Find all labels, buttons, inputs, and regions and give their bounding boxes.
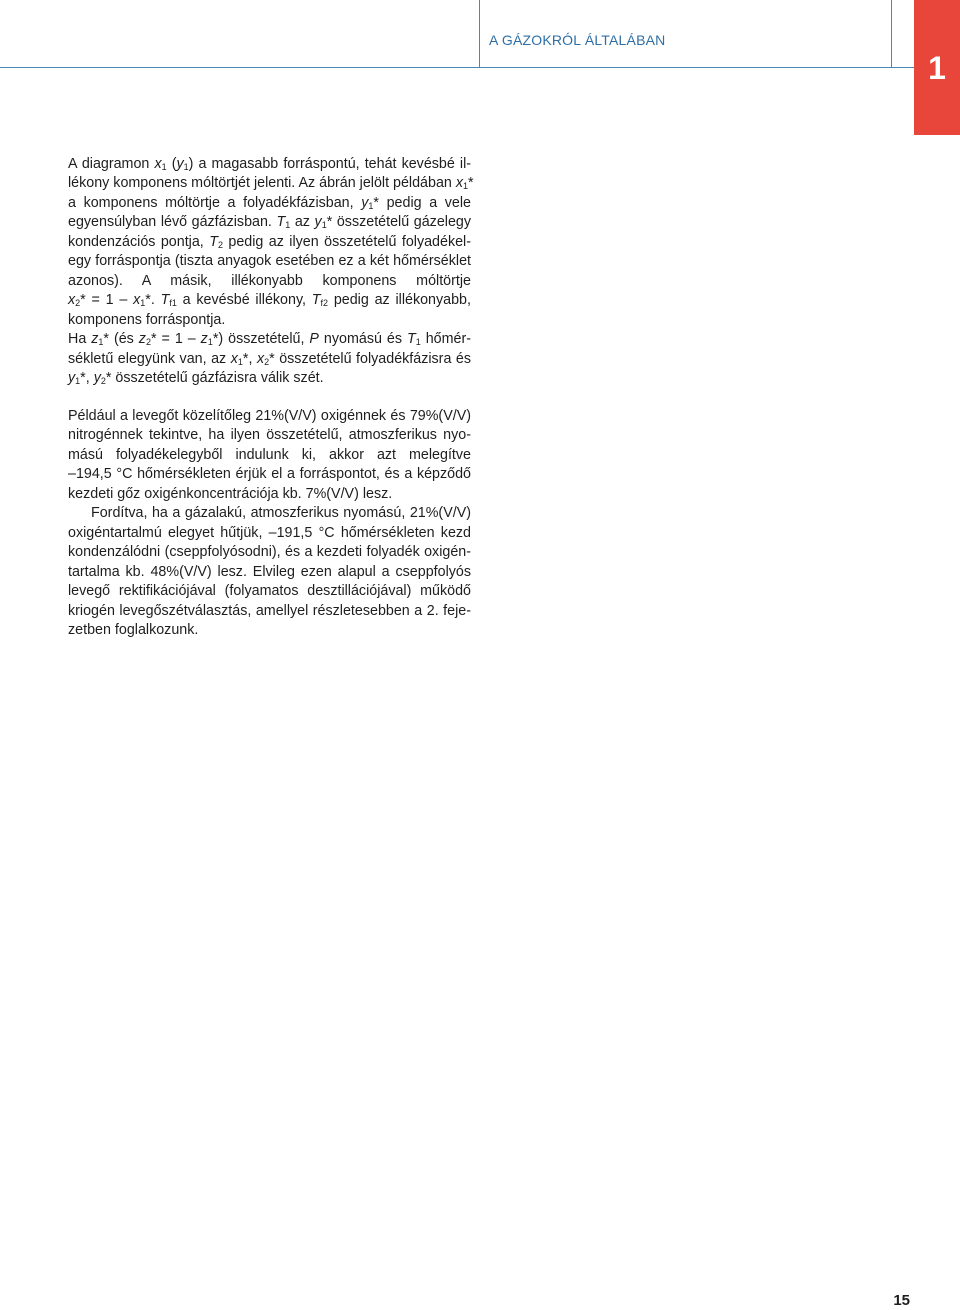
italic-symbol: x <box>230 350 238 367</box>
text-line <box>68 233 471 252</box>
italic-symbol: T <box>406 331 416 348</box>
text-run: kondenzációs pontja, <box>68 233 210 250</box>
paragraph <box>68 155 474 330</box>
text-run: * = 1 – <box>80 292 134 309</box>
text-run: * = 1 – <box>150 331 201 348</box>
text-block-air-example <box>68 407 471 640</box>
text-line <box>68 407 471 426</box>
subscript: 1 <box>285 220 291 231</box>
italic-symbol: T <box>311 292 321 309</box>
italic-symbol: y <box>68 369 76 386</box>
italic-symbol: T <box>160 292 170 309</box>
text-run: *. <box>145 292 161 309</box>
text-run: lékony komponens móltörtjét jelenti. Az ábrán jelölt példában <box>68 175 456 192</box>
text-run: Például a levegőt közelítőleg 21%(V/V) oxigénnek és 79%(V/V) <box>68 408 471 424</box>
text-run: *, <box>80 369 94 386</box>
text-line <box>68 602 471 621</box>
text-run: a komponens móltörtje a folyadékfázisban, <box>68 194 362 211</box>
text-run: hőmér- <box>420 331 471 348</box>
subscript: f2 <box>320 298 329 309</box>
text-run: egy forráspontja (tiszta anyagok esetében ez a két hőmérséklet <box>68 253 471 270</box>
italic-symbol: z <box>200 331 208 348</box>
header-divider-right <box>891 0 892 68</box>
text-line <box>68 582 471 601</box>
chapter-number: 1 <box>928 50 946 86</box>
text-line <box>68 563 471 582</box>
page-number: 15 <box>893 1292 910 1309</box>
text-run: zetben foglalkozunk. <box>68 621 199 638</box>
text-run: tartalma kb. 48%(V/V) lesz. Elvileg ezen alapul a cseppfolyós <box>68 563 471 580</box>
subscript: 1 <box>161 162 167 172</box>
text-run: ( <box>166 156 177 172</box>
text-line <box>68 485 471 504</box>
text-line <box>68 174 474 193</box>
italic-symbol: P <box>309 331 319 348</box>
text-run: kondenzálódni (cseppfolyósodni), és a kezdeti folyadék oxigén- <box>68 544 471 561</box>
text-run: A diagramon <box>68 156 155 172</box>
text-line <box>68 465 471 484</box>
running-head: A GÁZOKRÓL ÁLTALÁBAN <box>489 32 666 48</box>
text-run: az <box>290 214 315 231</box>
text-run: pedig az illékonyabb, <box>328 292 471 309</box>
text-block-diagram-explanation <box>68 155 474 388</box>
subscript: 2 <box>100 375 106 386</box>
italic-symbol: x <box>154 156 162 172</box>
text-run: komponens forráspontja. <box>68 311 226 328</box>
italic-symbol: y <box>314 214 322 231</box>
text-line <box>68 194 471 213</box>
text-line <box>68 543 471 562</box>
text-line <box>68 504 471 523</box>
text-run: * pedig a vele <box>373 194 471 211</box>
text-run: nitrogénnek tekintve, ha ilyen összetételű, atmoszferikus nyo- <box>68 427 471 444</box>
subscript: 2 <box>264 356 270 367</box>
text-run: * <box>468 175 474 192</box>
italic-symbol: y <box>361 194 369 211</box>
text-run: egyensúlyban lévő gázfázisban. <box>68 214 277 231</box>
subscript: f1 <box>169 298 177 309</box>
italic-symbol: y <box>93 369 101 386</box>
text-line <box>68 330 471 349</box>
text-line <box>68 291 471 310</box>
text-run: Fordítva, ha a gázalakú, atmoszferikus nyomású, 21%(V/V) <box>91 505 471 522</box>
italic-symbol: x <box>256 350 265 367</box>
italic-symbol: x <box>133 292 141 309</box>
subscript: 1 <box>415 337 421 348</box>
italic-symbol: z <box>138 331 146 348</box>
chapter-tab <box>914 0 960 135</box>
subscript: 1 <box>140 298 146 309</box>
header-divider-left <box>479 0 480 68</box>
text-line <box>68 350 471 369</box>
text-line <box>68 252 471 271</box>
text-run: nyomású és <box>318 331 407 348</box>
text-run: pedig az ilyen összetételű folyadékel- <box>222 233 471 250</box>
subscript: 2 <box>75 298 81 309</box>
text-run: * (és <box>103 331 139 348</box>
header-rule <box>0 67 914 68</box>
text-run: kriogén levegőszétválasztás, amellyel részletesebben a 2. feje- <box>68 602 471 619</box>
italic-symbol: y <box>176 156 184 172</box>
subscript: 1 <box>207 337 213 348</box>
paragraph <box>68 504 471 640</box>
text-line <box>68 311 471 330</box>
subscript: 1 <box>98 337 104 348</box>
italic-symbol: T <box>276 214 286 231</box>
subscript: 1 <box>463 181 469 192</box>
text-run: * összetételű gázfázisra válik szét. <box>105 369 324 386</box>
paragraph <box>68 330 471 388</box>
text-run: mású folyadékelegyből indulunk ki, akkor azt melegítve <box>68 446 471 463</box>
text-run: –194,5 °C hőmérsékleten érjük el a forráspontot, és a képződő <box>68 466 471 483</box>
subscript: 1 <box>368 200 374 211</box>
text-line <box>68 369 471 388</box>
text-run: azonos). A másik, illékonyabb komponens móltörtje <box>68 272 471 289</box>
text-run: sékletű elegyünk van, az <box>68 350 231 367</box>
subscript: 1 <box>75 375 81 386</box>
italic-symbol: T <box>209 233 218 250</box>
text-run: oxigéntartalmú elegyet hűtjük, –191,5 °C hőmérsékleten kezd <box>68 524 471 541</box>
text-run: kezdeti gőz oxigénkoncentrációja kb. 7%(V/V) lesz. <box>68 485 393 502</box>
subscript: 1 <box>237 356 243 367</box>
subscript: 2 <box>145 337 151 348</box>
text-run: *) összetételű, <box>212 331 310 348</box>
italic-symbol: z <box>91 331 99 348</box>
subscript: 1 <box>183 162 189 172</box>
text-run: * összetételű gázelegy <box>326 214 471 231</box>
text-run: ) a magasabb forráspontú, tehát kevésbé il- <box>188 156 472 172</box>
text-run: a kevésbé illékony, <box>176 292 312 309</box>
subscript: 1 <box>321 220 327 231</box>
text-line <box>68 621 471 640</box>
text-line <box>68 446 471 465</box>
subscript: 2 <box>217 239 223 250</box>
text-run: *, <box>242 350 257 367</box>
paragraph <box>68 407 471 504</box>
text-run: levegő rektifikációjával (folyamatos desztillációjával) működő <box>68 583 471 600</box>
italic-symbol: x <box>68 292 76 309</box>
text-line <box>68 426 471 445</box>
text-line <box>68 272 471 291</box>
text-run: * összetételű folyadékfázisra és <box>269 350 472 367</box>
text-run: Ha <box>68 331 92 348</box>
text-line <box>68 213 471 232</box>
italic-symbol: x <box>455 175 463 192</box>
text-line <box>68 524 471 543</box>
text-line <box>68 155 471 174</box>
